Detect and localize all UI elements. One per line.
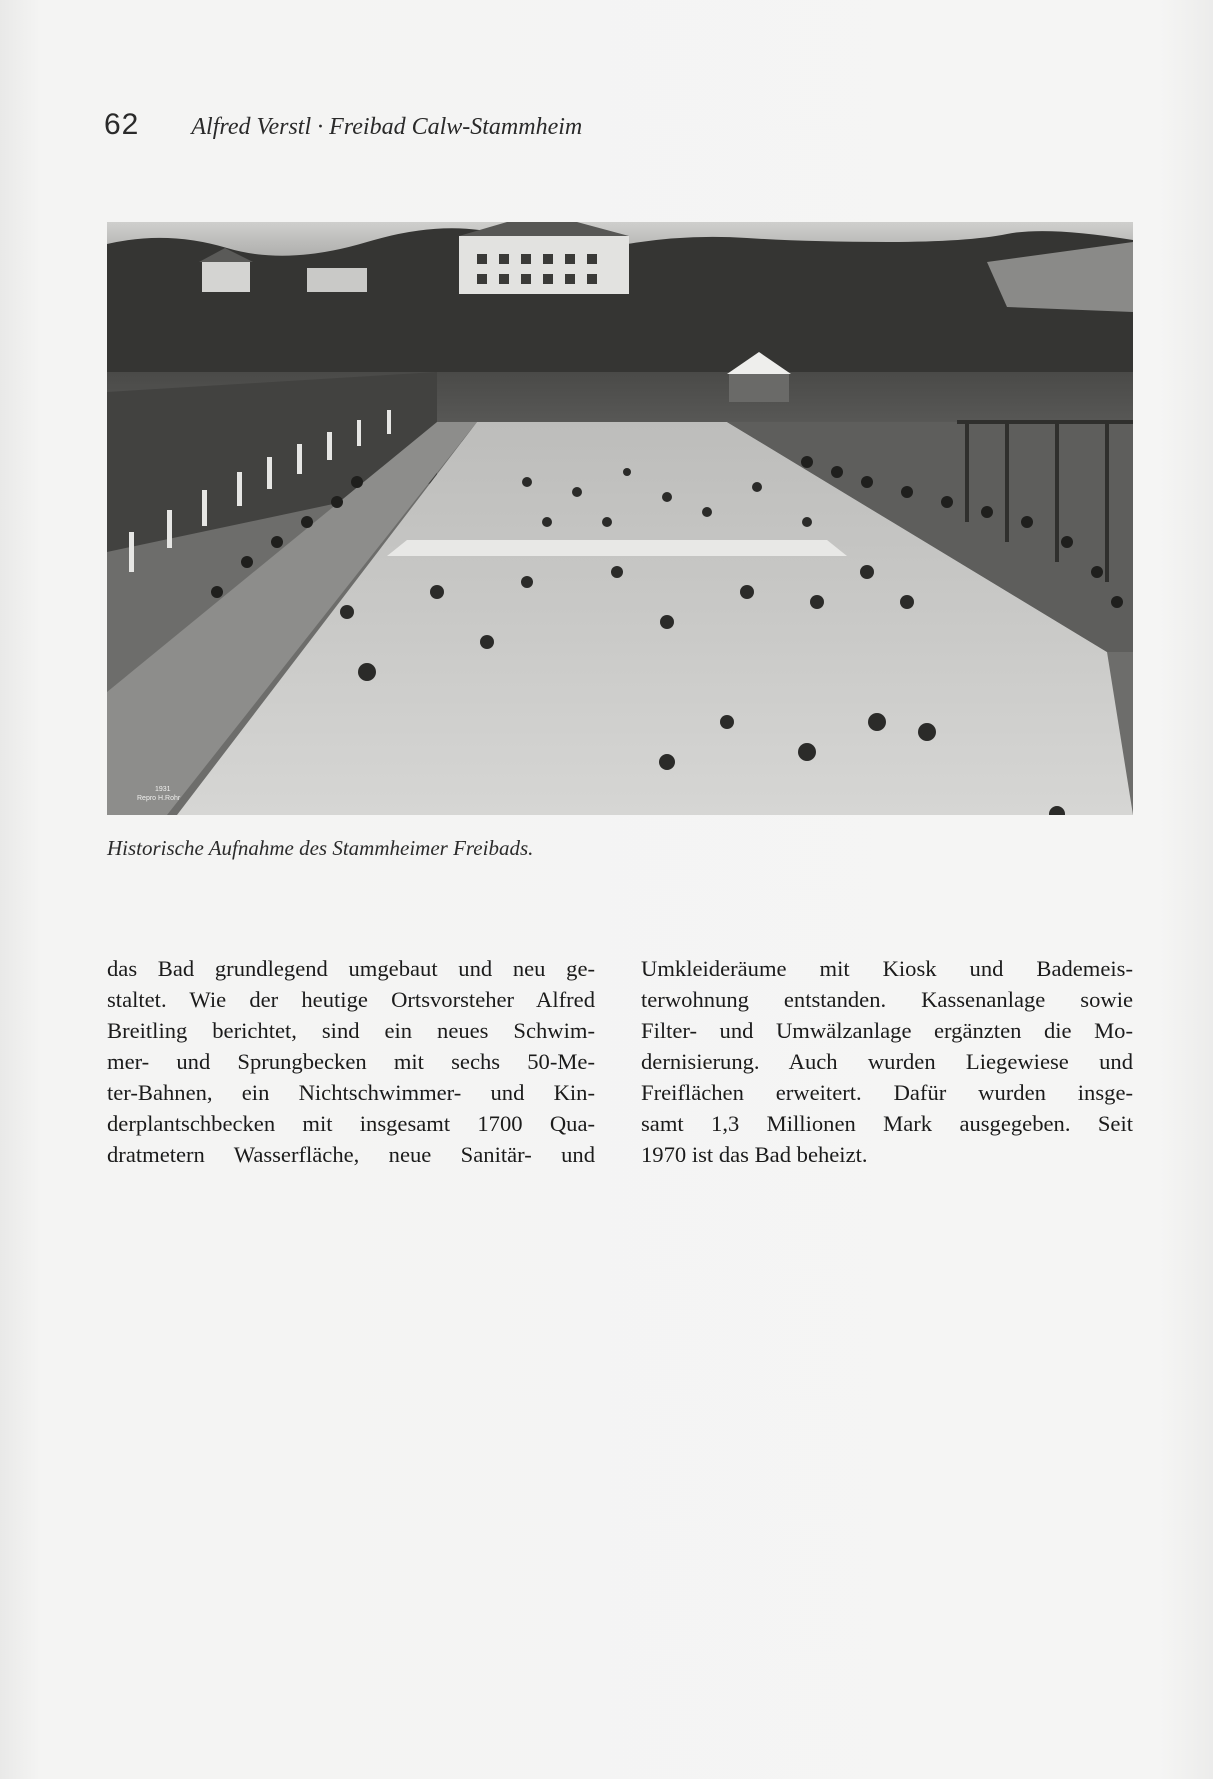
running-head xyxy=(104,108,582,148)
left-column xyxy=(107,953,595,1170)
svg-text:Repro H.Rohr: Repro H.Rohr xyxy=(137,795,181,802)
figure-caption: Historische Aufnahme des Stammheimer Freibads. xyxy=(107,836,534,860)
text-line: dernisierung. Auch wurden Liegewiese und xyxy=(641,1049,1133,1074)
text-line: Umkleideräume mit Kiosk und Bademeis- xyxy=(641,956,1133,981)
text-line: Filter- und Umwälzanlage ergänzten die Mo- xyxy=(641,1018,1133,1043)
svg-text:1931: 1931 xyxy=(155,786,171,793)
running-title: Alfred Verstl · Freibad Calw-Stammheim xyxy=(191,114,583,140)
text-line: staltet. Wie der heutige Ortsvorsteher Alfred xyxy=(107,987,595,1012)
text-line: dratmetern Wasserfläche, neue Sanitär- und xyxy=(107,1142,595,1167)
text-line: Freiflächen erweitert. Dafür wurden insge- xyxy=(641,1080,1133,1105)
text-line: derplantschbecken mit insgesamt 1700 Qua- xyxy=(107,1111,595,1136)
text-line: Breitling berichtet, sind ein neues Schwim- xyxy=(107,1018,595,1043)
text-line: terwohnung entstanden. Kassenanlage sowie xyxy=(641,987,1133,1012)
text-line: 1970 ist das Bad beheizt. xyxy=(641,1142,868,1167)
text-line: samt 1,3 Millionen Mark ausgegeben. Seit xyxy=(641,1111,1133,1136)
text-line: das Bad grundlegend umgebaut und neu ge- xyxy=(107,956,595,981)
right-column xyxy=(641,953,1133,1170)
historic-photo xyxy=(107,222,1133,815)
page-number: 62 xyxy=(104,108,140,141)
text-line: mer- und Sprungbecken mit sechs 50-Me- xyxy=(107,1049,595,1074)
text-line: ter-Bahnen, ein Nichtschwimmer- und Kin- xyxy=(107,1080,595,1105)
